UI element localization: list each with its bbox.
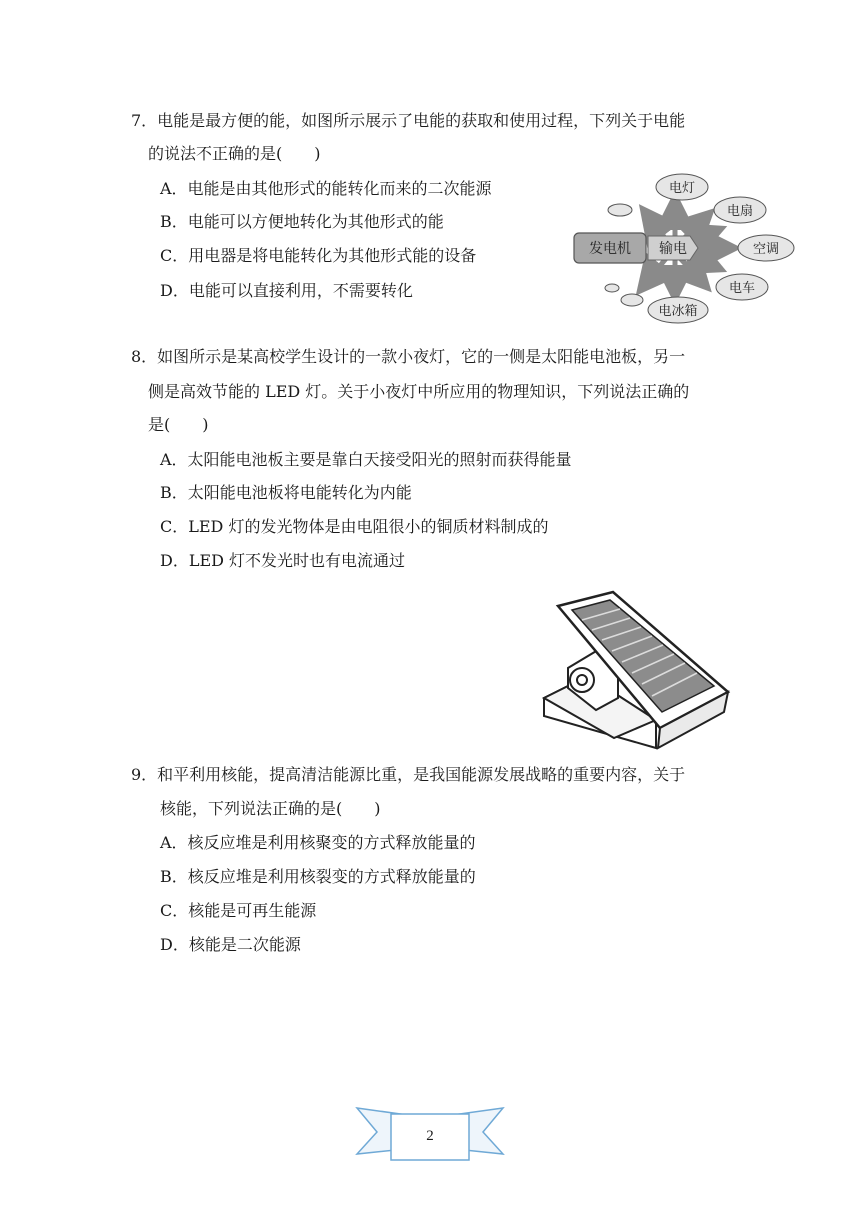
q8-option-c: C．LED 灯的发光物体是由电阻很小的铜质材料制成的 [160,517,549,536]
q7-option-d: D．电能可以直接利用，不需要转化 [160,281,413,300]
blank-bubble [605,284,619,292]
q8-option-a: A．太阳能电池板主要是靠白天接受阳光的照射而获得能量 [160,450,572,469]
q9-stem-line2: 核能，下列说法正确的是( ) [160,799,381,818]
device-lamp-label: 电灯 [668,181,696,196]
q7-option-b: B．电能可以方便地转化为其他形式的能 [160,212,444,231]
q7-stem-line2: 的说法不正确的是( ) [148,144,321,163]
q9-option-a: A．核反应堆是利用核聚变的方式释放能量的 [160,833,476,852]
page-number: 2 [426,1128,434,1144]
transmission-label: 输电 [659,241,687,257]
device-fridge-label: 电冰箱 [658,304,698,319]
electricity-diagram [570,170,800,325]
q9-stem-line1: 9．和平利用核能，提高清洁能源比重，是我国能源发展战略的重要内容，关于 [131,765,686,784]
q8-option-b: B．太阳能电池板将电能转化为内能 [160,483,412,502]
solar-night-light-image [538,588,734,756]
q8-option-d: D．LED 灯不发光时也有电流通过 [160,551,406,570]
blank-bubble [621,294,643,306]
q7-stem-line1: 7．电能是最方便的能，如图所示展示了电能的获取和使用过程，下列关于电能 [131,111,686,130]
generator-label: 发电机 [589,241,631,257]
device-tram-label: 电车 [728,281,756,296]
q9-option-c: C．核能是可再生能源 [160,901,317,920]
q9-option-d: D．核能是二次能源 [160,935,301,954]
device-ac-label: 空调 [752,242,780,257]
device-fan-label: 电扇 [726,204,754,219]
q7-option-a: A．电能是由其他形式的能转化而来的二次能源 [160,179,492,198]
q8-stem-line2: 侧是高效节能的 LED 灯。关于小夜灯中所应用的物理知识，下列说法正确的 [148,382,690,401]
q8-stem-line1: 8．如图所示是某高校学生设计的一款小夜灯，它的一侧是太阳能电池板，另一 [131,347,686,366]
q7-option-c: C．用电器是将电能转化为其他形式能的设备 [160,246,477,265]
q9-option-b: B．核反应堆是利用核裂变的方式释放能量的 [160,867,476,886]
q8-stem-line3: 是( ) [148,415,209,434]
blank-bubble [608,204,632,216]
page-footer [355,1102,505,1162]
